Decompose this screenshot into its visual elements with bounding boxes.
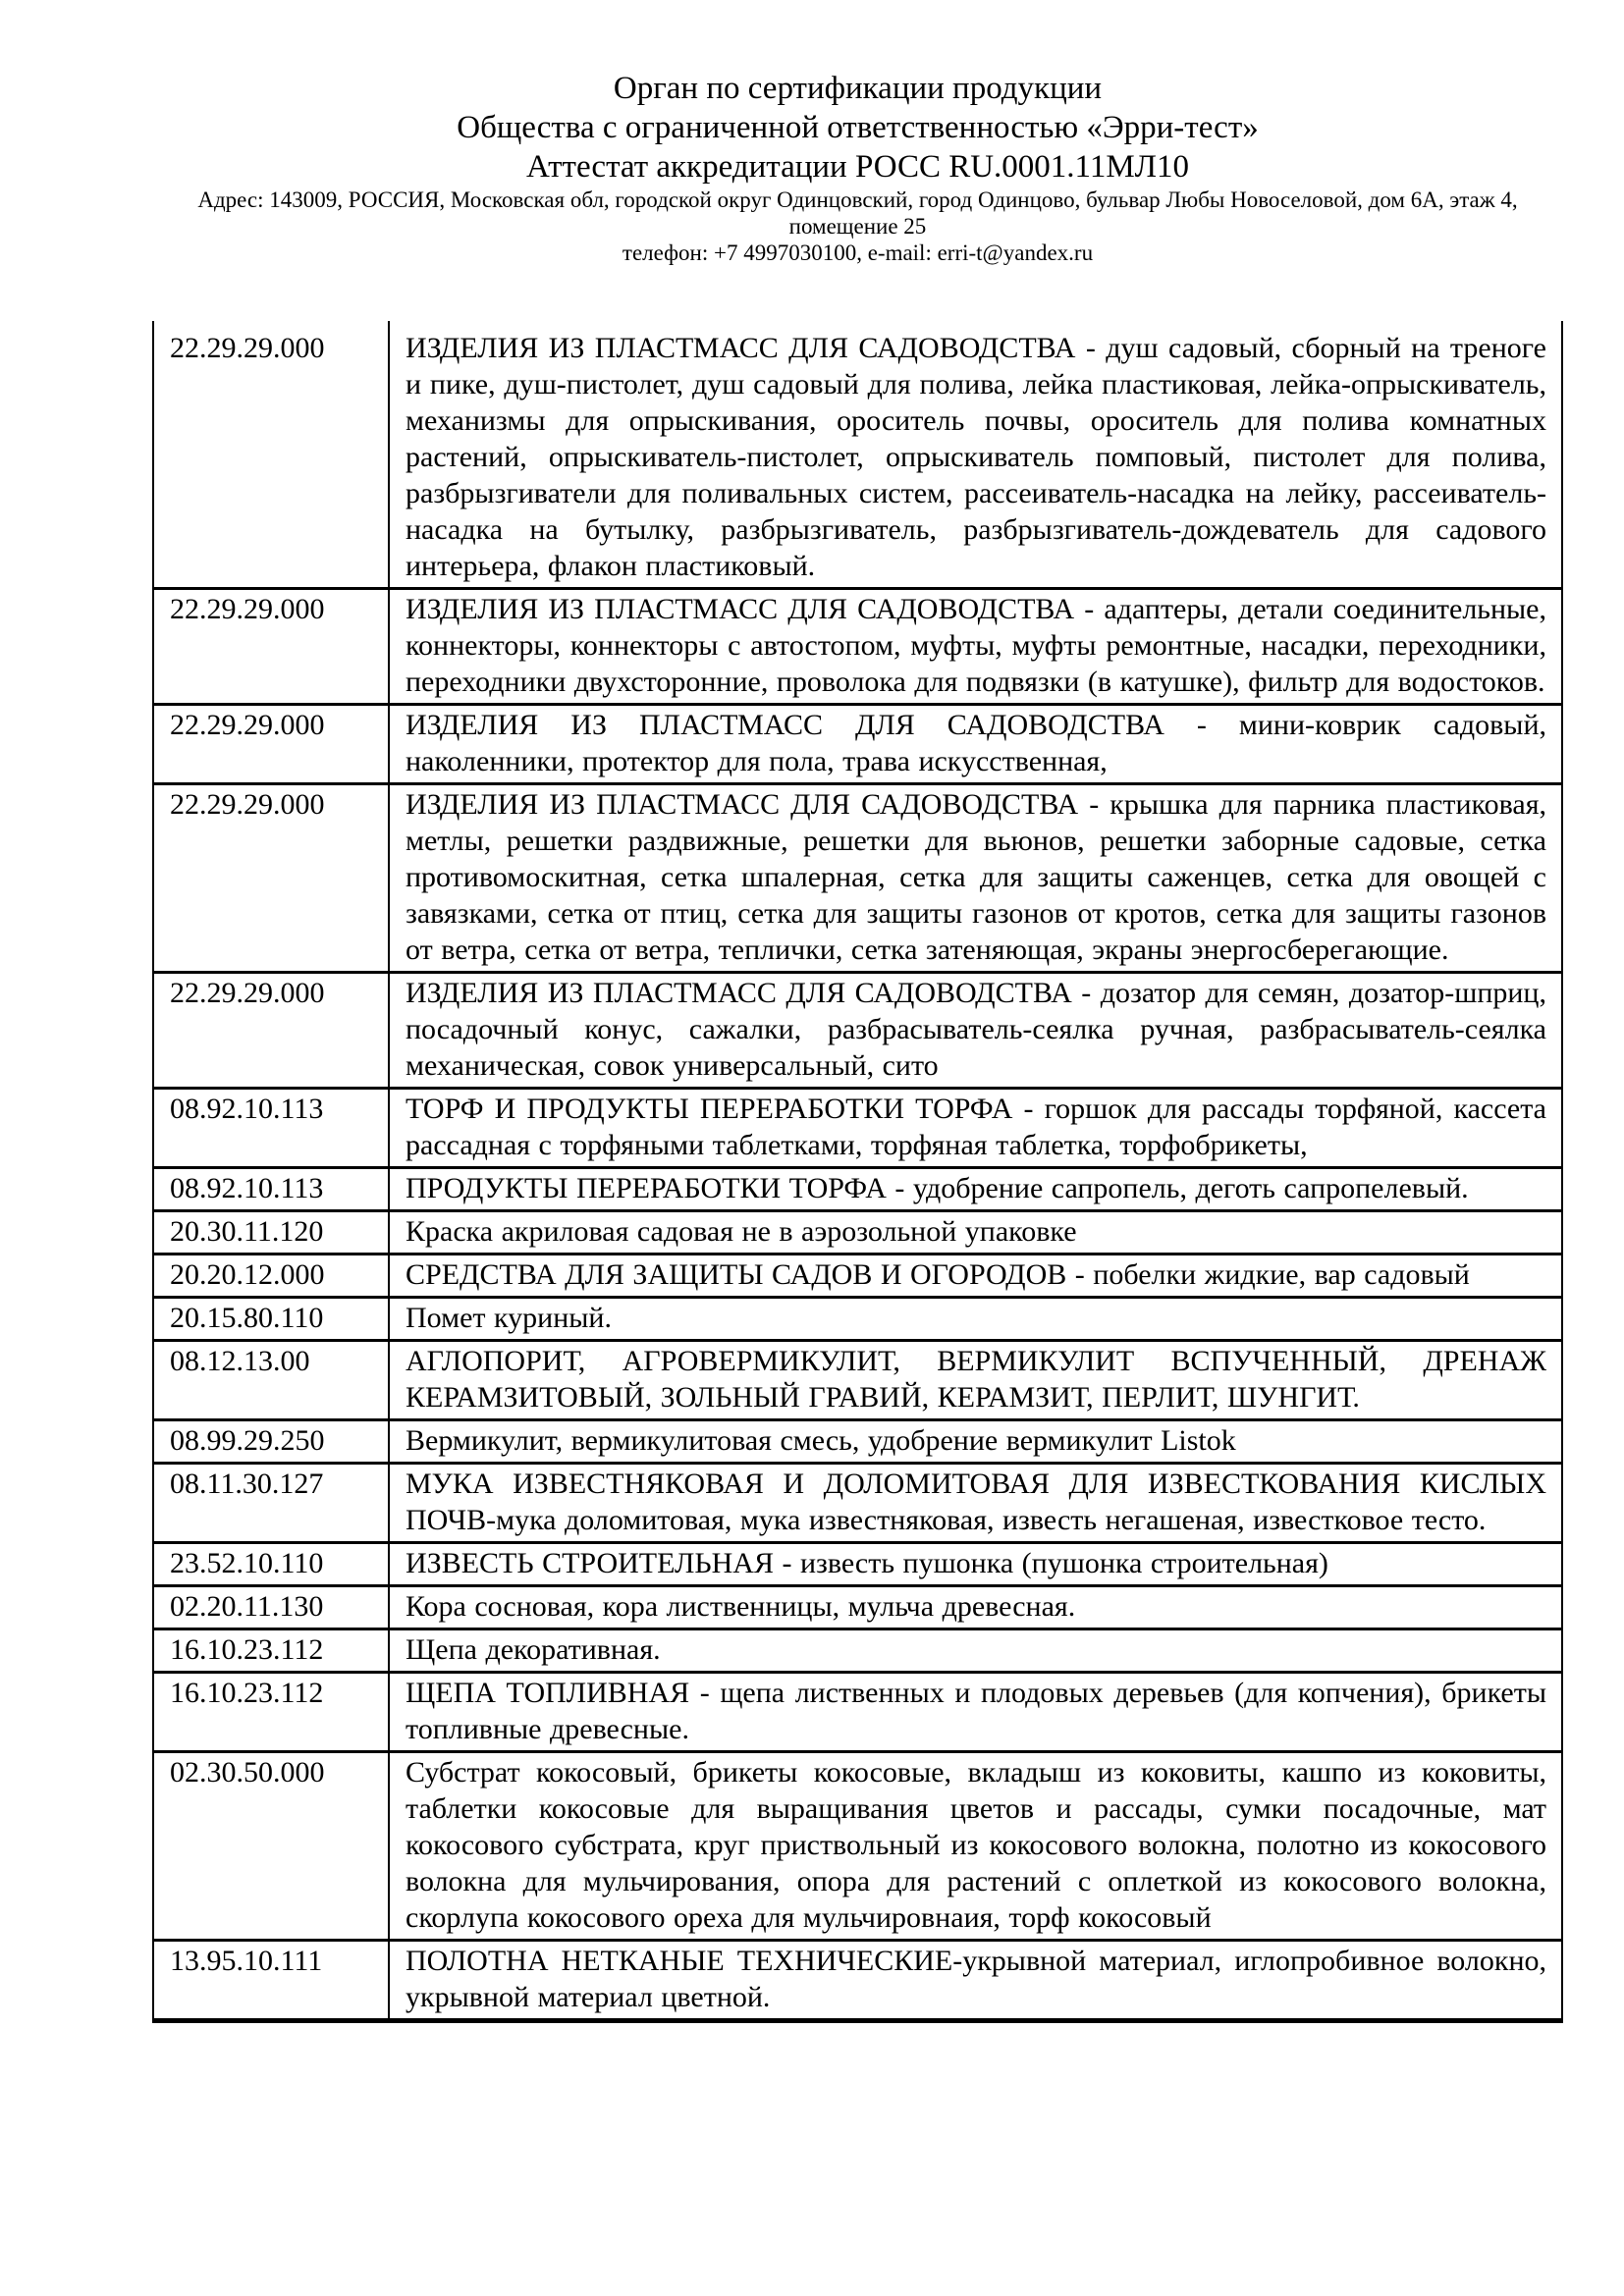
product-code-cell: 08.99.29.250 <box>153 1420 389 1464</box>
table-row <box>153 1341 1562 1420</box>
product-description-cell: Помет куриный. <box>389 1298 1562 1341</box>
product-code-cell: 02.20.11.130 <box>153 1586 389 1629</box>
accreditation-number: Аттестат аккредитации РОСС RU.0001.11МЛ10 <box>525 149 1190 185</box>
product-code-cell: 22.29.29.000 <box>153 705 389 784</box>
product-code-cell: 22.29.29.000 <box>153 784 389 973</box>
table-row <box>153 1752 1562 1941</box>
product-code-cell: 22.29.29.000 <box>153 589 389 705</box>
product-code-cell: 08.12.13.00 <box>153 1341 389 1420</box>
table-row <box>153 784 1562 973</box>
product-description-cell: СРЕДСТВА ДЛЯ ЗАЩИТЫ САДОВ И ОГОРОДОВ - побелки жидкие, вар садовый <box>389 1255 1562 1298</box>
product-code-cell: 20.20.12.000 <box>153 1255 389 1298</box>
product-description-cell: ИЗДЕЛИЯ ИЗ ПЛАСТМАСС ДЛЯ САДОВОДСТВА - мини-коврик садовый, наколенники, протектор для пола, трава искусственная, <box>389 705 1562 784</box>
table-row <box>153 1543 1562 1586</box>
product-description-cell: ИЗДЕЛИЯ ИЗ ПЛАСТМАСС ДЛЯ САДОВОДСТВА - душ садовый, сборный на треноге и пике, душ-пистолет, душ садовый для полива, лейка пластиковая, лейка-опрыскиватель, механизмы для опрыскивания, ороситель почвы, ороситель для полива комнатных растений, опрыскиватель-пистолет, опрыскиватель помповый, пистолет для полива, разбрызгиватели для поливальных систем, рассеиватель-насадка на лейку, рассеиватель-насадка на бутылку, разбрызгиватель, разбрызгиватель-дождеватель для садового интерьера, флакон пластиковый. <box>389 321 1562 589</box>
table-row <box>153 973 1562 1089</box>
product-description-cell: ИЗВЕСТЬ СТРОИТЕЛЬНАЯ - известь пушонка (пушонка строительная) <box>389 1543 1562 1586</box>
product-description-cell: ПРОДУКТЫ ПЕРЕРАБОТКИ ТОРФА - удобрение сапропель, деготь сапропелевый. <box>389 1168 1562 1211</box>
product-description-cell: Вермикулит, вермикулитовая смесь, удобрение вермикулит Listok <box>389 1420 1562 1464</box>
products-table <box>152 321 1563 2023</box>
table-row <box>153 1941 1562 2021</box>
product-description-cell: АГЛОПОРИТ, АГРОВЕРМИКУЛИТ, ВЕРМИКУЛИТ ВСПУЧЕННЫЙ, ДРЕНАЖ КЕРАМЗИТОВЫЙ, ЗОЛЬНЫЙ ГРАВИЙ, КЕРАМЗИТ, ПЕРЛИТ, ШУНГИТ. <box>389 1341 1562 1420</box>
table-row <box>153 1211 1562 1255</box>
product-code-cell: 02.30.50.000 <box>153 1752 389 1941</box>
product-code-cell: 23.52.10.110 <box>153 1543 389 1586</box>
address-line-1: Адрес: 143009, РОССИЯ, Московская обл, городской округ Одинцовский, город Одинцово, бульвар Любы Новоселовой, дом 6А, этаж 4, <box>197 187 1518 212</box>
certification-body-title: Орган по сертификации продукции <box>613 71 1103 106</box>
product-code-cell: 08.92.10.113 <box>153 1168 389 1211</box>
document-header <box>152 0 1563 266</box>
table-row <box>153 1629 1562 1673</box>
table-row <box>153 1586 1562 1629</box>
product-code-cell: 13.95.10.111 <box>153 1941 389 2021</box>
product-code-cell: 22.29.29.000 <box>153 321 389 589</box>
product-description-cell: ЩЕПА ТОПЛИВНАЯ - щепа лиственных и плодовых деревьев (для копчения), брикеты топливные древесные. <box>389 1673 1562 1752</box>
product-code-cell: 20.30.11.120 <box>153 1211 389 1255</box>
product-description-cell: Кора сосновая, кора лиственницы, мульча древесная. <box>389 1586 1562 1629</box>
table-row <box>153 321 1562 589</box>
product-description-cell: ИЗДЕЛИЯ ИЗ ПЛАСТМАСС ДЛЯ САДОВОДСТВА - крышка для парника пластиковая, метлы, решетки раздвижные, решетки для вьюнов, решетки заборные садовые, сетка противомоскитная, сетка шпалерная, сетка для защиты саженцев, сетка для овощей с завязками, сетка от птиц, сетка для защиты газонов от кротов, сетка для защиты газонов от ветра, сетка от ветра, теплички, сетка затеняющая, экраны энергосберегающие. <box>389 784 1562 973</box>
product-code-cell: 08.11.30.127 <box>153 1464 389 1543</box>
table-row <box>153 1464 1562 1543</box>
product-description-cell: ПОЛОТНА НЕТКАНЫЕ ТЕХНИЧЕСКИЕ-укрывной материал, иглопробивное волокно, укрывной материал цветной. <box>389 1941 1562 2021</box>
product-description-cell: МУКА ИЗВЕСТНЯКОВАЯ И ДОЛОМИТОВАЯ ДЛЯ ИЗВЕСТКОВАНИЯ КИСЛЫХ ПОЧВ-мука доломитовая, мука известняковая, известь негашеная, известковое тесто. <box>389 1464 1562 1543</box>
product-description-cell: ТОРФ И ПРОДУКТЫ ПЕРЕРАБОТКИ ТОРФА - горшок для рассады торфяной, кассета рассадная с торфяными таблетками, торфяная таблетка, торфобрикеты, <box>389 1089 1562 1168</box>
table-row <box>153 589 1562 705</box>
product-code-cell: 08.92.10.113 <box>153 1089 389 1168</box>
table-row <box>153 705 1562 784</box>
address-line-2: помещение 25 <box>788 214 927 239</box>
product-description-cell: ИЗДЕЛИЯ ИЗ ПЛАСТМАСС ДЛЯ САДОВОДСТВА - адаптеры, детали соединительные, коннекторы, коннекторы с автостопом, муфты, муфты ремонтные, насадки, переходники, переходники двухсторонние, проволока для подвязки (в катушке), фильтр для водостоков. <box>389 589 1562 705</box>
product-code-cell: 16.10.23.112 <box>153 1673 389 1752</box>
product-code-cell: 22.29.29.000 <box>153 973 389 1089</box>
product-description-cell: Краска акриловая садовая не в аэрозольной упаковке <box>389 1211 1562 1255</box>
table-row <box>153 1255 1562 1298</box>
table-row <box>153 1673 1562 1752</box>
table-row <box>153 1168 1562 1211</box>
product-description-cell: Щепа декоративная. <box>389 1629 1562 1673</box>
product-code-cell: 20.15.80.110 <box>153 1298 389 1341</box>
products-table-body <box>153 321 1562 2021</box>
table-row <box>153 1420 1562 1464</box>
table-row <box>153 1298 1562 1341</box>
product-description-cell: ИЗДЕЛИЯ ИЗ ПЛАСТМАСС ДЛЯ САДОВОДСТВА - дозатор для семян, дозатор-шприц, посадочный конус, сажалки, разбрасыватель-сеялка ручная, разбрасыватель-сеялка механическая, совок универсальный, сито <box>389 973 1562 1089</box>
product-code-cell: 16.10.23.112 <box>153 1629 389 1673</box>
organization-name: Общества с ограниченной ответственностью «Эрри-тест» <box>457 110 1259 145</box>
table-row <box>153 1089 1562 1168</box>
phone-email-line: телефон: +7 4997030100, e-mail: erri-t@yandex.ru <box>622 240 1094 265</box>
product-description-cell: Субстрат кокосовый, брикеты кокосовые, вкладыш из коковиты, кашпо из коковиты, таблетки кокосовые для выращивания цветов и рассады, сумки посадочные, мат кокосового субстрата, круг приствольный из кокосового волокна, полотно из кокосового волокна для мульчирования, опора для растений с оплеткой из кокосового волокна, скорлупа кокосового ореха для мульчировнаия, торф кокосовый <box>389 1752 1562 1941</box>
